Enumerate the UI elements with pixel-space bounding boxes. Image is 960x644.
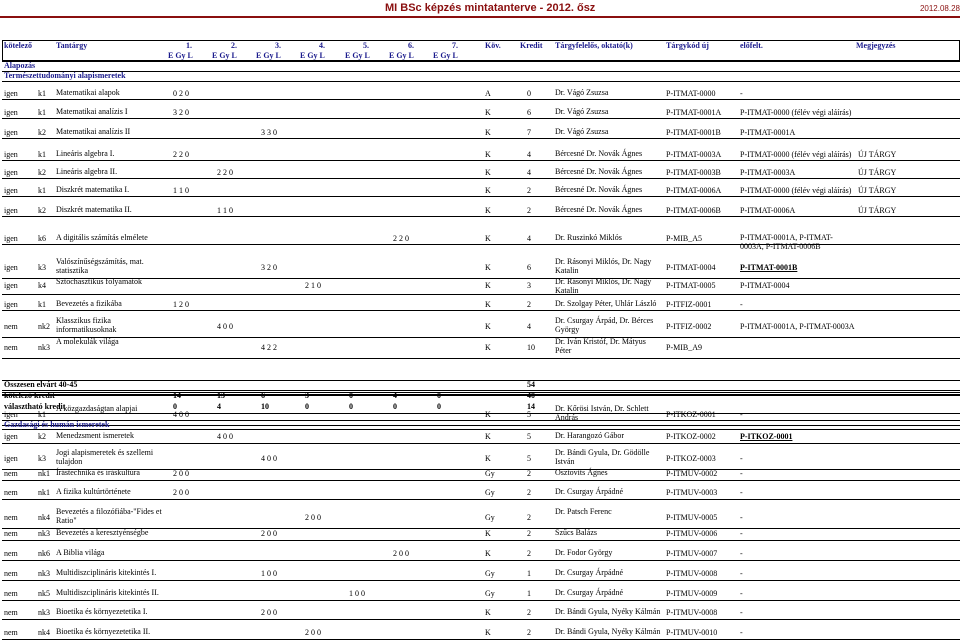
row-kotelezo: igen [4, 128, 18, 137]
row-kotelezo: igen [4, 150, 18, 159]
col-kredit: Kredit [520, 41, 543, 50]
row-kotelezo: nem [4, 569, 18, 578]
row-kov: A [485, 89, 491, 98]
row-kov: K [485, 168, 491, 177]
row-felelos: Dr. Csurgay Árpádné [555, 588, 624, 597]
row-elofelt: - [740, 529, 743, 538]
column-header [2, 40, 960, 61]
row-elofelt: - [740, 628, 743, 637]
col-felelos: Tárgyfelelős, oktató(k) [555, 41, 633, 50]
row-hours: 4 0 0 [217, 432, 233, 441]
row-course-name: Sztochasztikus folyamatok [56, 277, 142, 286]
row-course-name: Lineáris algebra I. [56, 149, 115, 158]
row-kov: Gy [485, 488, 495, 497]
row-megjegyzes: ÚJ TÁRGY [858, 206, 897, 215]
row-elofelt: P-ITMAT-0003A [740, 168, 796, 177]
row-hours: 1 0 0 [261, 569, 277, 578]
row-kredit: 2 [527, 628, 531, 637]
row-course-name: A molekulák világa [56, 337, 119, 346]
header-rule [0, 16, 960, 18]
row-kotelezo: nem [4, 529, 18, 538]
row-targykod: P-ITMAT-0006A [666, 186, 722, 195]
row-course-name: Bioetika és környezetetika II. [56, 627, 151, 636]
row-elofelt: - [740, 469, 743, 478]
row-kotelezo: nem [4, 513, 18, 522]
row-elofelt: - [740, 488, 743, 497]
section-alapozas: Alapozás [4, 61, 36, 70]
col-sub-2: E Gy L [212, 51, 237, 60]
row-code: nk5 [38, 589, 50, 598]
table-row [2, 546, 960, 561]
row-kredit: 3 [527, 281, 531, 290]
row-felelos: Bércesné Dr. Novák Ágnes [555, 185, 643, 194]
row-elofelt: P-ITMAT-0000 (félév végi aláírás) [740, 186, 852, 195]
row-targykod: P-ITMAT-0003B [666, 168, 721, 177]
row-course-name: Jogi alapismeretek és szellemi tulajdon [56, 448, 154, 466]
row-code: nk3 [38, 343, 50, 352]
row-felelos: Dr. Vágó Zsuzsa [555, 127, 609, 136]
row-megjegyzes: ÚJ TÁRGY [858, 186, 897, 195]
row-targykod: P-ITMAT-0003A [666, 150, 722, 159]
row-kov: K [485, 300, 491, 309]
section-band-gazdasagi [2, 420, 960, 430]
row-elofelt: - [740, 454, 743, 463]
col-sub-3: E Gy L [256, 51, 281, 60]
row-kov: K [485, 343, 491, 352]
row-code: k2 [38, 432, 46, 441]
table-row [2, 429, 960, 444]
col-sub-7: E Gy L [433, 51, 458, 60]
row-kredit: 7 [527, 128, 531, 137]
col-targykod: Tárgykód új [666, 41, 709, 50]
row-kredit: 2 [527, 206, 531, 215]
summary-kotelezo-value: 13 [217, 391, 225, 400]
row-course-name: A fizika kultúrtörténete [56, 487, 131, 496]
row-kotelezo: igen [4, 206, 18, 215]
row-targykod: P-ITMAT-0004 [666, 263, 716, 272]
row-kov: K [485, 529, 491, 538]
row-targykod: P-MIB_A9 [666, 343, 703, 352]
row-kov: K [485, 608, 491, 617]
row-hours: 2 0 0 [173, 488, 189, 497]
summary-valaszthato-value: 4 [217, 402, 221, 411]
row-kov: K [485, 454, 491, 463]
row-course-name: Matematikai analízis II [56, 127, 131, 136]
summary-kotelezo-value: 0 [349, 391, 353, 400]
row-kotelezo: nem [4, 549, 18, 558]
row-felelos: Dr. Csurgay Árpádné [555, 487, 624, 496]
row-hours: 2 2 0 [393, 234, 409, 243]
row-targykod: P-ITMAT-0001A [666, 108, 722, 117]
summary-kotelezo-value: 4 [393, 391, 397, 400]
row-hours: 3 2 0 [173, 108, 189, 117]
summary-valaszthato-value: 10 [261, 402, 269, 411]
page-header [0, 0, 960, 20]
row-kov: K [485, 628, 491, 637]
col-sub-1: E Gy L [168, 51, 193, 60]
row-hours: 1 1 0 [217, 206, 233, 215]
row-hours: 2 0 0 [305, 628, 321, 637]
row-code: k3 [38, 263, 46, 272]
table-row [2, 86, 960, 100]
row-targykod: P-ITMUV-0005 [666, 513, 718, 522]
row-kotelezo: igen [4, 410, 18, 419]
summary-kotelezo-label: kötelező kredit [4, 391, 55, 400]
summary-valaszthato-value: 0 [393, 402, 397, 411]
row-kov: K [485, 150, 491, 159]
row-felelos: Bércesné Dr. Novák Ágnes [555, 167, 643, 176]
row-kotelezo: nem [4, 628, 18, 637]
row-felelos: Bércesné Dr. Novák Ágnes [555, 205, 643, 214]
row-elofelt: P-ITMAT-0001A [740, 128, 796, 137]
col-sub-4: E Gy L [300, 51, 325, 60]
row-kotelezo: nem [4, 469, 18, 478]
row-megjegyzes: ÚJ TÁRGY [858, 150, 897, 159]
row-hours: 2 2 0 [217, 168, 233, 177]
row-kredit: 4 [527, 168, 531, 177]
row-course-name: Írástechnika és íráskultúra [56, 468, 140, 477]
row-kredit: 6 [527, 108, 531, 117]
row-felelos: Dr. Csurgay Árpád, Dr. Bérces György [555, 316, 654, 334]
table-row [2, 165, 960, 179]
row-kotelezo: nem [4, 488, 18, 497]
row-kov: K [485, 234, 491, 243]
row-code: nk2 [38, 322, 50, 331]
row-kov: K [485, 263, 491, 272]
row-elofelt: - [740, 300, 743, 309]
row-felelos: Dr. Szolgay Péter, Uhlár László [555, 299, 657, 308]
table-row [2, 297, 960, 311]
row-kotelezo: nem [4, 343, 18, 352]
row-kov: K [485, 432, 491, 441]
row-kredit: 6 [527, 263, 531, 272]
row-kov: K [485, 206, 491, 215]
row-felelos: Dr. Bándi Gyula, Dr. Gödölle István [555, 448, 650, 466]
row-hours: 1 2 0 [173, 300, 189, 309]
row-targykod: P-ITKOZ-0002 [666, 432, 716, 441]
row-felelos: Dr. Ruszinkó Miklós [555, 233, 622, 242]
row-kredit: 4 [527, 322, 531, 331]
row-kredit: 4 [527, 234, 531, 243]
row-kredit: 5 [527, 410, 531, 419]
row-code: k1 [38, 410, 46, 419]
row-kredit: 1 [527, 569, 531, 578]
row-elofelt: - [740, 410, 743, 419]
row-targykod: P-ITFIZ-0002 [666, 322, 712, 331]
row-hours: 2 2 0 [173, 150, 189, 159]
row-felelos: Bércesné Dr. Novák Ágnes [555, 149, 643, 158]
row-kotelezo: igen [4, 281, 18, 290]
row-course-name: Bioetika és környezetetika I. [56, 607, 148, 616]
row-felelos: Dr. Csurgay Árpádné [555, 568, 624, 577]
col-sem-7: 7. [452, 41, 458, 50]
row-code: k4 [38, 281, 46, 290]
row-hours: 2 0 0 [173, 469, 189, 478]
row-hours: 2 0 0 [261, 529, 277, 538]
row-felelos: Dr. Bándi Gyula, Nyéky Kálmán [555, 627, 661, 636]
row-code: nk6 [38, 549, 50, 558]
col-sem-4: 4. [319, 41, 325, 50]
row-course-name: Bevezetés a fizikába [56, 299, 122, 308]
col-sem-1: 1. [186, 41, 192, 50]
row-course-name: Valószínűségszámítás, mat. statisztika [56, 257, 144, 275]
row-course-name: Multidiszciplináris kitekintés I. [56, 568, 157, 577]
row-felelos: Szűcs Balázs [555, 528, 597, 537]
summary-kotelezo-value: 40 [527, 391, 535, 400]
row-targykod: P-ITMAT-0001B [666, 128, 721, 137]
table-row [2, 203, 960, 217]
row-code: nk1 [38, 469, 50, 478]
row-targykod: P-ITMUV-0008 [666, 608, 718, 617]
row-code: nk1 [38, 488, 50, 497]
summary-total-value: 54 [527, 380, 535, 389]
row-targykod: P-ITMUV-0003 [666, 488, 718, 497]
row-elofelt: P-ITMAT-0001B [740, 263, 798, 272]
row-felelos: Dr. Rásonyi Miklós, Dr. Nagy Katalin [555, 277, 652, 295]
col-sem-3: 3. [275, 41, 281, 50]
row-felelos: Dr. Patsch Ferenc [555, 507, 612, 516]
row-kotelezo: nem [4, 589, 18, 598]
col-sem-5: 5. [363, 41, 369, 50]
section-gazdasagi: Gazdasági és humán ismeretek [4, 420, 110, 429]
col-elofelt: előfelt. [740, 41, 763, 50]
row-hours: 2 0 0 [305, 513, 321, 522]
row-elofelt: - [740, 608, 743, 617]
row-felelos: Dr. Fodor György [555, 548, 613, 557]
row-elofelt: P-ITMAT-0006A [740, 206, 796, 215]
row-course-name: Lineáris algebra II. [56, 167, 118, 176]
row-hours: 4 0 0 [217, 322, 233, 331]
row-felelos: Dr. Kőrösi István, Dr. Schlett András [555, 404, 649, 422]
row-kotelezo: igen [4, 89, 18, 98]
row-kov: Gy [485, 469, 495, 478]
row-code: k2 [38, 128, 46, 137]
row-code: k3 [38, 454, 46, 463]
row-kredit: 2 [527, 300, 531, 309]
row-kov: K [485, 410, 491, 419]
row-elofelt: P-ITMAT-0000 (félév végi aláírás) [740, 108, 852, 117]
summary-band [2, 380, 960, 391]
row-code: k1 [38, 186, 46, 195]
row-kredit: 2 [527, 186, 531, 195]
row-felelos: Dr. Bándi Gyula, Nyéky Kálmán [555, 607, 661, 616]
row-elofelt: P-ITMAT-0000 (félév végi aláírás) [740, 150, 852, 159]
row-code: k1 [38, 300, 46, 309]
row-course-name: A Biblia világa [56, 548, 105, 557]
section-termtud: Természettudományi alapismeretek [4, 71, 126, 80]
col-kov: Köv. [485, 41, 501, 50]
row-kredit: 5 [527, 454, 531, 463]
row-felelos: Dr. Harangozó Gábor [555, 431, 625, 440]
row-kotelezo: igen [4, 263, 18, 272]
col-tantargy: Tantárgy [56, 41, 88, 50]
row-hours: 4 0 0 [261, 454, 277, 463]
row-kotelezo: igen [4, 454, 18, 463]
row-megjegyzes: ÚJ TÁRGY [858, 168, 897, 177]
row-kov: Gy [485, 569, 495, 578]
row-hours: 2 1 0 [305, 281, 321, 290]
row-kov: K [485, 108, 491, 117]
row-targykod: P-ITMUV-0002 [666, 469, 718, 478]
summary-valaszthato-value: 0 [173, 402, 177, 411]
row-course-name: Bevezetés a keresztyénségbe [56, 528, 149, 537]
row-kredit: 0 [527, 89, 531, 98]
row-course-name: A közgazdaságtan alapjai [56, 404, 138, 413]
row-targykod: P-ITMAT-0000 [666, 89, 716, 98]
row-elofelt: P-ITMAT-0004 [740, 281, 790, 290]
row-code: nk3 [38, 569, 50, 578]
row-kredit: 10 [527, 343, 535, 352]
row-targykod: P-ITKOZ-0003 [666, 454, 716, 463]
row-course-name: Diszkrét matematika II. [56, 205, 132, 214]
summary-kotelezo-value: 6 [261, 391, 265, 400]
row-course-name: A digitális számítás elmélete [56, 233, 148, 242]
page-title: MI BSc képzés mintatanterve - 2012. ősz [385, 2, 596, 14]
row-felelos: Dr. Vágó Zsuzsa [555, 88, 609, 97]
row-kredit: 2 [527, 549, 531, 558]
row-targykod: P-ITMAT-0005 [666, 281, 716, 290]
row-course-name: Matematikai analízis I [56, 107, 128, 116]
row-targykod: P-ITMUV-0006 [666, 529, 718, 538]
table-row [2, 485, 960, 500]
row-hours: 4 0 0 [173, 410, 189, 419]
row-kredit: 2 [527, 469, 531, 478]
row-course-name: Diszkrét matematika I. [56, 185, 130, 194]
row-kotelezo: nem [4, 608, 18, 617]
row-course-name: Klasszikus fizika informatikusoknak [56, 316, 117, 334]
summary-valaszthato-label: választható kredit [4, 402, 66, 411]
row-code: k6 [38, 234, 46, 243]
row-felelos: Dr. Rásonyi Miklós, Dr. Nagy Katalin [555, 257, 652, 275]
row-code: k1 [38, 150, 46, 159]
col-sub-6: E Gy L [389, 51, 414, 60]
row-kov: Gy [485, 513, 495, 522]
row-targykod: P-ITMUV-0009 [666, 589, 718, 598]
row-course-name: Bevezetés a filozófiába-"Fides et Ratio" [56, 507, 162, 525]
row-kredit: 4 [527, 150, 531, 159]
row-felelos: Dr. Iván Kristóf, Dr. Mátyus Péter [555, 337, 646, 355]
row-kotelezo: igen [4, 108, 18, 117]
row-kov: K [485, 322, 491, 331]
row-targykod: P-ITMUV-0007 [666, 549, 718, 558]
row-kredit: 2 [527, 513, 531, 522]
row-elofelt: - [740, 513, 743, 522]
summary-valaszthato-value: 0 [349, 402, 353, 411]
row-code: k1 [38, 89, 46, 98]
summary-valaszthato-value: 0 [305, 402, 309, 411]
row-code: nk4 [38, 628, 50, 637]
row-kov: Gy [485, 589, 495, 598]
row-elofelt: P-ITMAT-0001A, P-ITMAT-0003A [740, 322, 855, 331]
summary-kotelezo-value: 0 [437, 391, 441, 400]
row-kov: K [485, 186, 491, 195]
row-hours: 1 1 0 [173, 186, 189, 195]
row-elofelt: - [740, 549, 743, 558]
row-kov: K [485, 281, 491, 290]
row-kotelezo: igen [4, 186, 18, 195]
row-hours: 1 0 0 [349, 589, 365, 598]
col-sem-2: 2. [231, 41, 237, 50]
row-code: k2 [38, 168, 46, 177]
summary-box [2, 392, 960, 414]
summary-kotelezo-value: 14 [173, 391, 181, 400]
table-row [2, 125, 960, 139]
divider [2, 81, 960, 82]
col-sem-6: 6. [408, 41, 414, 50]
section-band-alapozas [2, 61, 960, 72]
row-elofelt: - [740, 569, 743, 578]
row-code: nk3 [38, 608, 50, 617]
row-course-name: Multidiszciplináris kitekintés II. [56, 588, 159, 597]
row-kredit: 5 [527, 432, 531, 441]
print-date: 2012.08.28 [919, 4, 960, 13]
row-targykod: P-ITKOZ-0001 [666, 410, 716, 419]
row-course-name: Matematikai alapok [56, 88, 120, 97]
row-felelos: Osztovits Ágnes [555, 468, 608, 477]
row-targykod: P-MIB_A5 [666, 234, 703, 243]
row-elofelt: - [740, 89, 743, 98]
row-hours: 2 0 0 [393, 549, 409, 558]
row-kredit: 2 [527, 488, 531, 497]
row-code: k2 [38, 206, 46, 215]
row-hours: 3 2 0 [261, 263, 277, 272]
row-targykod: P-ITMUV-0010 [666, 628, 718, 637]
row-kotelezo: igen [4, 168, 18, 177]
row-kredit: 1 [527, 589, 531, 598]
row-elofelt: - [740, 589, 743, 598]
summary-valaszthato-value: 14 [527, 402, 535, 411]
row-code: nk4 [38, 513, 50, 522]
row-course-name: Menedzsment ismeretek [56, 431, 134, 440]
row-targykod: P-ITFIZ-0001 [666, 300, 712, 309]
row-code: nk3 [38, 529, 50, 538]
row-kotelezo: nem [4, 322, 18, 331]
row-elofelt: P-ITMAT-0001A, P-ITMAT-0003A, P-ITMAT-0006B [740, 233, 833, 251]
row-elofelt: P-ITKOZ-0001 [740, 432, 793, 441]
row-kotelezo: igen [4, 234, 18, 243]
row-kredit: 2 [527, 529, 531, 538]
col-sub-5: E Gy L [345, 51, 370, 60]
summary-total-label: Összesen elvárt 40-45 [4, 380, 78, 389]
row-hours: 4 2 2 [261, 343, 277, 352]
row-targykod: P-ITMAT-0006B [666, 206, 721, 215]
row-felelos: Dr. Vágó Zsuzsa [555, 107, 609, 116]
row-kov: K [485, 549, 491, 558]
col-kotelezo: kötelező [4, 41, 32, 50]
summary-valaszthato-value: 0 [437, 402, 441, 411]
row-targykod: P-ITMUV-0008 [666, 569, 718, 578]
row-kotelezo: igen [4, 300, 18, 309]
row-kredit: 2 [527, 608, 531, 617]
row-kov: K [485, 128, 491, 137]
row-code: k1 [38, 108, 46, 117]
summary-kotelezo-value: 3 [305, 391, 309, 400]
row-kotelezo: igen [4, 432, 18, 441]
row-hours: 3 3 0 [261, 128, 277, 137]
row-hours: 0 2 0 [173, 89, 189, 98]
col-megjegyzes: Megjegyzés [856, 41, 896, 50]
row-hours: 2 0 0 [261, 608, 277, 617]
table-row [2, 466, 960, 481]
